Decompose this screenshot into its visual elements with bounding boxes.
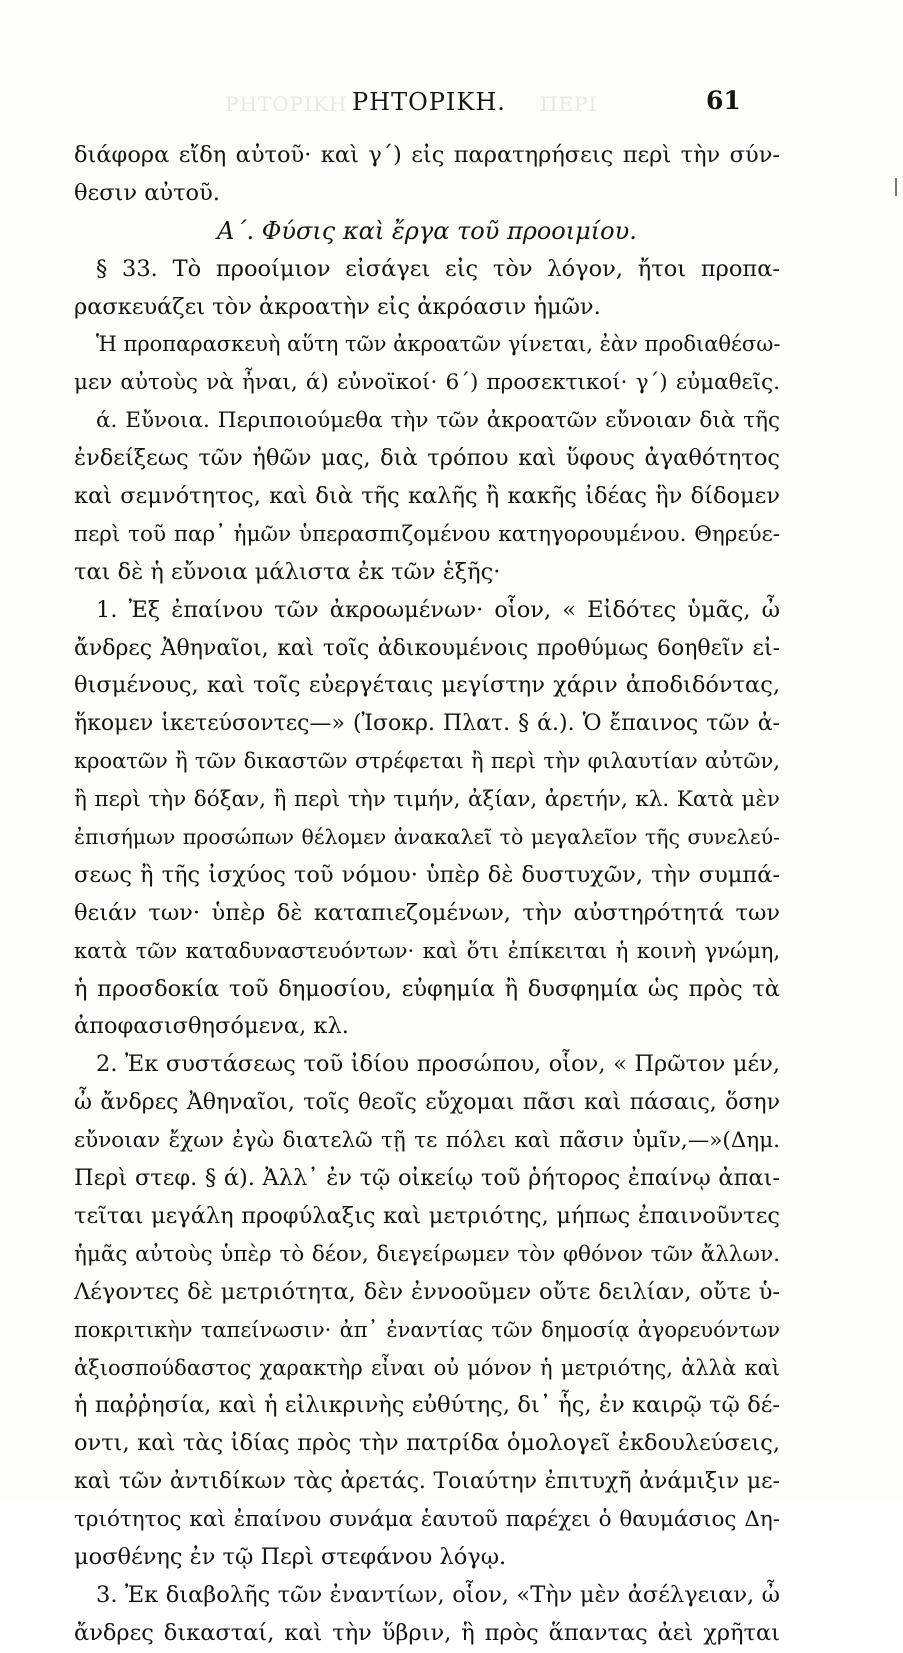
text-line: Ἡ προπαρασκευὴ αὕτη τῶν ἀκροατῶν γίνεται, ἐὰν προδιαθέσω- [96,332,781,357]
bleed-through-text: ΠΕΡΙ [540,92,598,116]
text-line: ἀξιοσπούδαστος χαρακτὴρ εἶναι οὐ μόνον ἡ μετριότης, ἀλλὰ καὶ [74,1355,780,1380]
text-line: ἄνδρες Ἀθηναῖοι, καὶ τοῖς ἀδικουμένοις προθύμως 6οηθεῖν εἰ- [74,635,780,661]
bleed-through-text: ΡΗΤΟΡΙΚΗ [225,92,348,116]
text-line: ἡ παῤῥησία, καὶ ἡ εἰλικρινὴς εὐθύτης, δι᾽ ἧς, ἐν καιρῷ τῷ δέ- [74,1392,780,1419]
text-line: ρασκευάζει τὸν ἀκροατὴν εἰς ἀκρόασιν ἡμῶν. [74,293,601,320]
text-line: τριότητος καὶ ἐπαίνου συνάμα ἑαυτοῦ παρέχει ὁ θαυμάσιος Δη- [74,1507,780,1533]
text-line: θεσιν αὐτοῦ. [74,179,220,206]
text-line: θισμένους, καὶ τοῖς εὐεργέταις μεγίστην χάριν ἀποδιδόντας, [74,672,780,699]
text-line: ἐπισήμων προσώπων θέλομεν ἀνακαλεῖ τὸ μεγαλεῖον τῆς συνελεύ- [74,825,780,850]
text-line: ἐνδείξεως τῶν ἠθῶν μας, διὰ τρόπου καὶ ὕφους ἀγαθότητος [74,445,780,472]
text-line: κατὰ τῶν καταδυναστευόντων· καὶ ὅτι ἐπίκειται ἡ κοινὴ γνώμη, [74,938,780,963]
page-number: 61 [706,86,741,115]
text-line: εὔνοιαν ἔχων ἐγὼ διατελῶ τῇ τε πόλει καὶ πᾶσιν ὑμῖν,—»(Δημ. [74,1128,780,1154]
section-heading: Α΄. Φύσις καὶ ἔργα τοῦ προοιμίου. [217,216,637,245]
text-line: ἢ περὶ τὴν δόξαν, ἢ περὶ τὴν τιμήν, ἀξίαν, ἀρετήν, κλ. Κατὰ μὲν [74,787,780,813]
text-line: ὦ ἄνδρες Ἀθηναῖοι, τοῖς θεοῖς εὔχομαι πᾶσι καὶ πάσαις, ὅσην [74,1090,780,1116]
text-line: καὶ τῶν ἀντιδίκων τὰς ἀρετάς. Τοιαύτην ἐπιτυχῆ ἀνάμιξιν με- [74,1469,780,1495]
text-line: ἡμᾶς αὐτοὺς ὑπὲρ τὸ δέον, διεγείρωμεν τὸν φθόνον τῶν ἄλλων. [74,1241,780,1267]
text-line: 1. Ἐξ ἐπαίνου τῶν ἀκροωμένων· οἷον, « Εἰδότες ὑμᾶς, ὦ [96,596,780,623]
text-line: Λέγοντες δὲ μετριότητα, δὲν ἐννοοῦμεν οὔτε δειλίαν, οὔτε ὑ- [74,1278,780,1305]
text-line: Περὶ στεφ. § ά). Ἀλλ᾽ ἐν τῷ οἰκείῳ τοῦ ῥήτορος ἐπαίνῳ ἀπαι- [74,1165,780,1192]
text-line: θειάν των· ὑπὲρ δὲ καταπιεζομένων, τὴν αὐστηρότητά των [74,899,780,926]
text-line: 2. Ἐκ συστάσεως τοῦ ἰδίου προσώπου, οἷον, « Πρῶτον μέν, [96,1051,780,1078]
margin-mark [895,178,897,196]
text-line: ά. Εὔνοια. Περιποιούμεθα τὴν τῶν ἀκροατῶν εὔνοιαν διὰ τῆς [96,408,780,434]
text-line: ἀποφασισθησόμενα, κλ. [74,1013,349,1040]
text-line: οντι, καὶ τὰς ἰδίας πρὸς τὴν πατρίδα ὁμολογεῖ ἐκδουλεύσεις, [74,1430,780,1457]
text-line: § 33. Τὸ προοίμιον εἰσάγει εἰς τὸν λόγον, ἤτοι προπα- [96,255,780,282]
text-line: διάφορα εἴδη αὐτοῦ· καὶ γ΄) εἰς παρατηρήσεις περὶ τὴν σύν- [74,142,780,168]
text-line: μοσθένης ἐν τῷ Περὶ στεφάνου λόγῳ. [74,1543,507,1570]
text-line: ται δὲ ἡ εὔνοια μάλιστα ἐκ τῶν ἑξῆς· [74,558,501,585]
text-line: σεως ἢ τῆς ἰσχύος τοῦ νόμου· ὑπὲρ δὲ δυστυχῶν, τὴν συμπά- [74,861,780,888]
text-line: ποκριτικὴν ταπείνωσιν· ἀπ᾽ ἐναντίας τῶν δημοσίᾳ ἀγορευόντων [74,1317,780,1342]
text-line: 3. Ἐκ διαβολῆς τῶν ἐναντίων, οἷον, «Τὴν μὲν ἀσέλγειαν, ὦ [96,1581,780,1608]
text-line: τεῖται μεγάλη προφύλαξις καὶ μετριότης, μήπως ἐπαινοῦντες [74,1202,780,1229]
text-line: ἡ προσδοκία τοῦ δημοσίου, εὐφημία ἢ δυσφημία ὡς πρὸς τὰ [74,975,780,1002]
body-text [74,137,780,1653]
text-line: ἄνδρες δικασταί, καὶ τὴν ὕβριν, ἣ πρὸς ἅπαντας ἀεὶ χρῆται [74,1619,780,1646]
text-line: ἥκομεν ἱκετεύσοντες—» (Ἰσοκρ. Πλατ. § ά.). Ὁ ἔπαινος τῶν ἀ- [74,711,780,737]
text-line: μεν αὐτοὺς νὰ ἦναι, ά) εὐνοϊκοί· 6΄) προσεκτικοί· γ΄) εὐμαθεῖς. [74,370,780,396]
running-header-title: ΡΗΤΟΡΙΚΗ. [352,88,506,116]
text-line: κροατῶν ἢ τῶν δικαστῶν στρέφεται ἢ περὶ τὴν φιλαυτίαν αὐτῶν, [74,749,780,774]
text-line: περὶ τοῦ παρ᾽ ἡμῶν ὑπερασπιζομένου κατηγορουμένου. Θηρεύε- [74,521,780,547]
text-line: καὶ σεμνότητος, καὶ διὰ τῆς καλῆς ἢ κακῆς ἰδέας ἣν δίδομεν [74,483,780,510]
